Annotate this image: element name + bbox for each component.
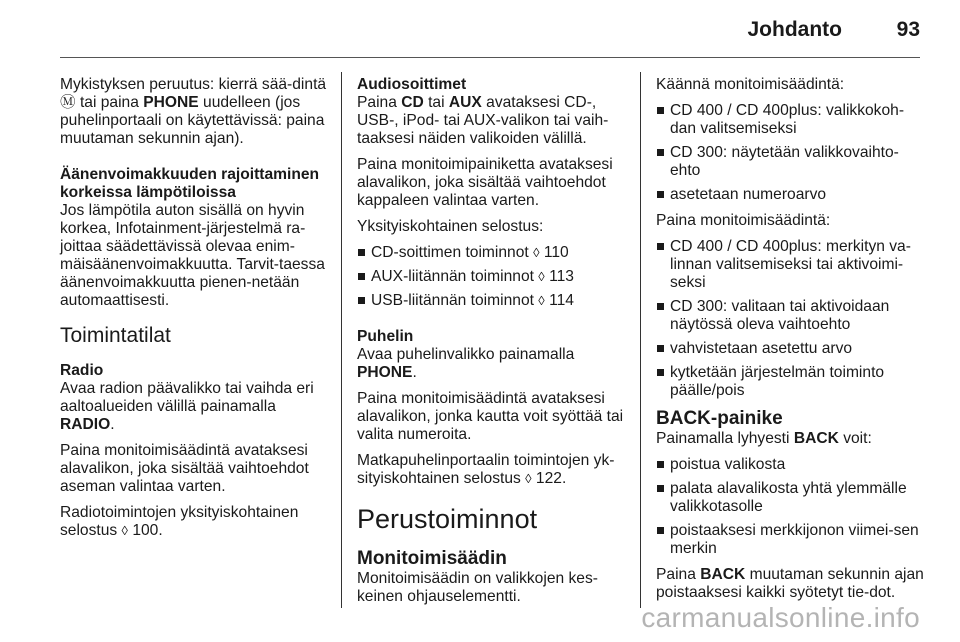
phone-heading: Puhelin (357, 328, 414, 345)
list-item: CD 400 / CD 400plus: merkityn va-linnan valitsemiseksi tai aktivoimi-seksi (656, 238, 924, 292)
radio-paragraph-3: Radiotoimintojen yksityiskohtainen selostus ◊ 100. (60, 504, 299, 539)
radio-paragraph-2: Paina monitoimisäädintä avataksesi alavalikon, joka sisältää vaihtoehdot aseman valintaa varten. (60, 442, 309, 495)
aux-key: AUX (448, 94, 482, 111)
phone-paragraph-2: Paina monitoimisäädintä avataksesi alavalikon, jonka kautta voit syöttää tai valita numeroita. (357, 390, 624, 443)
page-number: 93 (896, 18, 920, 41)
phone-paragraph-3: Matkapuhelinportaalin toimintojen yk-sityiskohtainen selostus ◊ 122. (357, 452, 615, 487)
list-item: kytketään järjestelmän toiminto päälle/pois (656, 364, 924, 400)
press-paragraph: Paina monitoimisäädintä: (656, 212, 831, 229)
phone-key: PHONE (357, 364, 413, 381)
audio-heading: Audiosoittimet (357, 76, 467, 93)
list-item: asetetaan numeroarvo (656, 186, 924, 204)
radio-heading: Radio (60, 362, 104, 379)
list-item: poistua valikosta (656, 456, 924, 474)
list-item: vahvistetaan asetettu arvo (656, 340, 924, 358)
list-item: palata alavalikosta yhtä ylemmälle valikkotasolle (656, 480, 924, 516)
page-reference-icon: ◊ (538, 269, 545, 284)
press-list (656, 238, 924, 400)
volume-heading: Äänenvoimakkuuden rajoittaminen korkeissa lämpötiloissa (60, 166, 320, 201)
basic-functions-heading: Perustoiminnot (357, 504, 538, 534)
list-item: CD-soittimen toiminnot ◊ 110 (357, 244, 627, 262)
knob-heading: Monitoimisäädin (357, 548, 507, 569)
column-divider (640, 72, 641, 608)
radio-key: RADIO (60, 416, 111, 433)
audio-paragraph-1: Paina CD tai AUX avataksesi CD-, USB-, iPod- tai AUX-valikon tai vaih-taaksesi näiden valikoiden välillä. (357, 94, 609, 147)
mute-knob-icon: Ⓜ (60, 94, 76, 111)
cd-key: CD (401, 94, 424, 111)
column-3 (656, 76, 924, 610)
page-reference-icon: ◊ (533, 245, 540, 260)
header-rule (60, 57, 920, 58)
volume-text: Jos lämpötila auton sisällä on hyvin korkea, Infotainment-järjestelmä ra-joittaa säädettävissä olevaa enim-mäisäänenvoimakkuutta. Tarvit-taessa äänenvoimakkuutta pienen-netään automaattisesti. (60, 202, 325, 309)
audio-paragraph-3: Yksityiskohtainen selostus: (357, 218, 544, 235)
list-item: poistaaksesi merkkijonon viimei-sen merkin (656, 522, 924, 558)
audio-paragraph-2: Paina monitoimipainiketta avataksesi alavalikon, joka sisältää vaihtoehdot kappaleen valintaa varten. (357, 156, 613, 209)
page-reference-icon: ◊ (121, 523, 128, 538)
column-2 (357, 76, 627, 614)
back-heading: BACK-painike (656, 408, 783, 429)
back-key: BACK (700, 566, 746, 583)
page-reference-icon: ◊ (525, 471, 532, 486)
watermark: carmanualsonline.info (641, 602, 920, 633)
back-paragraph-1: Painamalla lyhyesti BACK voit: (656, 430, 872, 447)
modes-heading: Toimintatilat (60, 324, 171, 347)
back-key: BACK (793, 430, 839, 447)
radio-paragraph-1: Avaa radion päävalikko tai vaihda eri aaltoalueiden välillä painamalla RADIO. (60, 380, 314, 433)
phone-key: PHONE (143, 94, 199, 111)
column-divider (341, 72, 342, 608)
page-header (0, 0, 960, 58)
list-item: AUX-liitännän toiminnot ◊ 113 (357, 268, 627, 286)
column-1 (60, 76, 330, 548)
page-reference-icon: ◊ (538, 293, 545, 308)
back-list (656, 456, 924, 558)
mute-paragraph: Mykistyksen peruutus: kierrä sää-dintä Ⓜ tai paina PHONE uudelleen (jos puhelinportaali on käytettävissä: paina muutaman sekunnin ajan). (60, 76, 327, 147)
turn-list (656, 102, 924, 204)
list-item: CD 300: valitaan tai aktivoidaan näytössä oleva vaihtoehto (656, 298, 924, 334)
knob-text: Monitoimisäädin on valikkojen kes-keinen ohjauselementti. (357, 570, 598, 605)
back-paragraph-2: Paina BACK muutaman sekunnin ajan poistaaksesi kaikki syötetyt tie-dot. (656, 566, 924, 601)
list-item: USB-liitännän toiminnot ◊ 114 (357, 292, 627, 310)
turn-paragraph: Käännä monitoimisäädintä: (656, 76, 845, 93)
audio-list (357, 244, 627, 310)
list-item: CD 300: näytetään valikkovaihto-ehto (656, 144, 924, 180)
list-item: CD 400 / CD 400plus: valikkokoh-dan valitsemiseksi (656, 102, 924, 138)
running-title: Johdanto (747, 18, 842, 41)
phone-paragraph-1: Avaa puhelinvalikko painamalla PHONE. (357, 346, 575, 381)
